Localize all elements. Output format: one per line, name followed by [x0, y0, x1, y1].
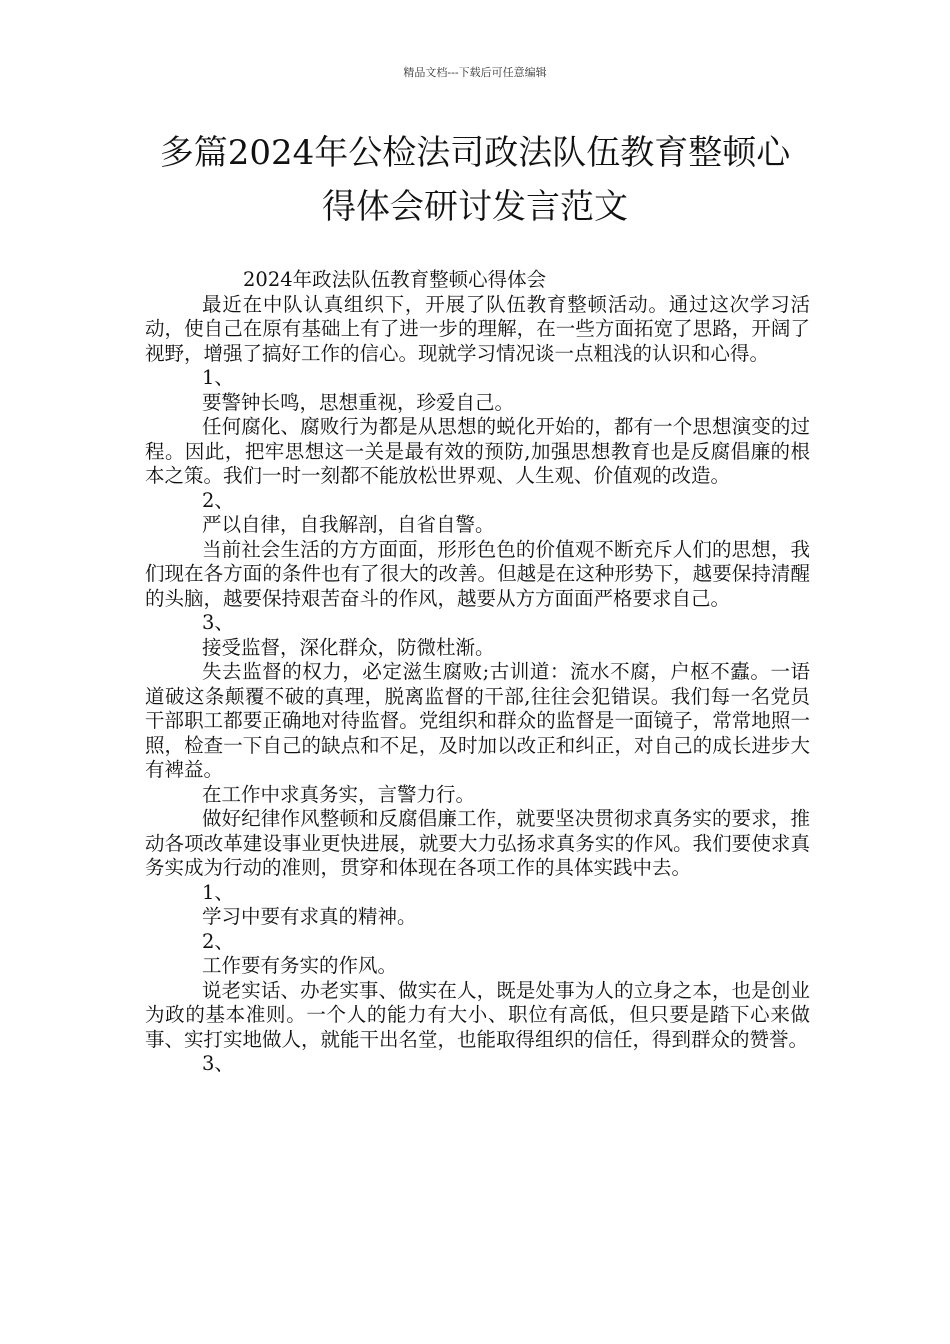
- paragraph: 做好纪律作风整顿和反腐倡廉工作，就要坚决贯彻求真务实的要求，推动各项改革建设事业更快进展，就要大力弘扬求真务实的作风。我们要使求真务实成为行动的准则，贯穿和体现在各项工作的具体实践中去。: [145, 807, 810, 879]
- section-heading: 学习中要有求真的精神。: [202, 905, 417, 928]
- title-line-2: 得体会研讨发言范文: [322, 187, 628, 227]
- section-number: 2、: [202, 488, 234, 512]
- paragraph: 最近在中队认真组织下，开展了队伍教育整顿活动。通过这次学习活动，使自己在原有基础上有了进一步的理解，在一些方面拓宽了思路，开阔了视野，增强了搞好工作的信心。现就学习情况谈一点粗浅的认识和心得。: [145, 292, 810, 365]
- section-heading: 接受监督，深化群众，防微杜渐。: [202, 635, 495, 659]
- section-subtitle: 2024年政法队伍教育整顿心得体会: [243, 268, 547, 291]
- paragraph: 任何腐化、腐败行为都是从思想的蜕化开始的，都有一个思想演变的过程。因此，把牢思想这一关是最有效的预防,加强思想教育也是反腐倡廉的根本之策。我们一时一刻都不能放松世界观、人生观、价值观的改造。: [145, 415, 810, 487]
- header-note: 精品文档---下载后可任意编辑: [403, 66, 547, 79]
- section-heading: 在工作中求真务实，言警力行。: [202, 782, 476, 806]
- section-number: 3、: [202, 611, 234, 634]
- section-heading: 工作要有务实的作风。: [202, 954, 398, 977]
- document-title: [120, 126, 830, 234]
- paragraph: 失去监督的权力，必定滋生腐败;古训道：流水不腐，户枢不蠹。一语道破这条颠覆不破的真理，脱离监督的干部,往往会犯错误。我们每一名党员干部职工都要正确地对待监督。党组织和群众的监督是一面镜子，常常地照一照，检查一下自己的缺点和不足，及时加以改正和纠正，对自己的成长进步大有裨益。: [145, 660, 810, 781]
- section-heading: 严以自律，自我解剖，自省自警。: [202, 513, 495, 536]
- section-heading: 要警钟长鸣，思想重视，珍爱自己。: [202, 390, 515, 414]
- document-body: [145, 268, 810, 1077]
- paragraph: 当前社会生活的方方面面，形形色色的价值观不断充斥人们的思想，我们现在各方面的条件也有了很大的改善。但越是在这种形势下，越要保持清醒的头脑，越要保持艰苦奋斗的作风，越要从方方面面严格要求自己。: [145, 537, 810, 610]
- section-number: 1、: [202, 366, 234, 389]
- section-number: 1、: [202, 880, 234, 904]
- title-line-1: 多篇2024年公检法司政法队伍教育整顿心: [159, 133, 791, 173]
- section-number: 3、: [202, 1052, 234, 1075]
- paragraph: 说老实话、办老实事、做实在人，既是处事为人的立身之本，也是创业为政的基本准则。一个人的能力有大小、职位有高低，但只要是踏下心来做事、实打实地做人，就能干出名堂，也能取得组织的信任，得到群众的赞誉。: [145, 978, 810, 1051]
- section-number: 2、: [202, 929, 234, 953]
